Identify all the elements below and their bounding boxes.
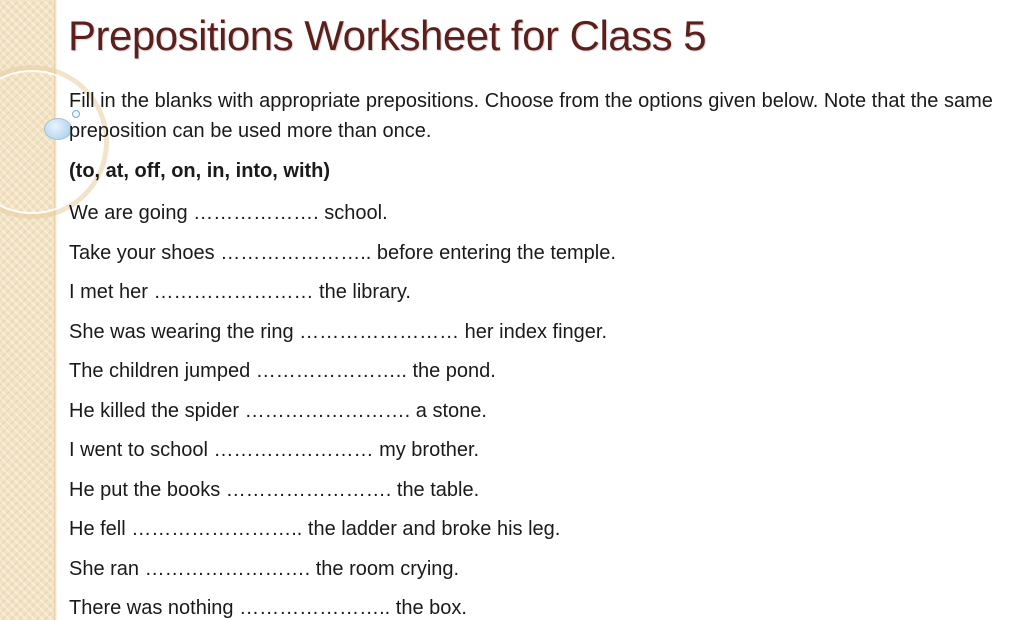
sentence-item: He fell …………………….. the ladder and broke his leg. (69, 518, 561, 540)
worksheet-title: Prepositions Worksheet for Class 5 (68, 12, 707, 59)
sentence-item: He killed the spider ……………………. a stone. (69, 399, 487, 422)
sentence-item: There was nothing ………………….. the box. (69, 597, 467, 619)
sentence-item: I met her …………………… the library. (69, 281, 411, 303)
decorative-bubble-icon (44, 118, 72, 140)
worksheet-content (69, 86, 1009, 620)
sentence-list (69, 194, 1009, 620)
sentence-item: I went to school …………………… my brother. (69, 439, 480, 461)
sentence-item: She ran ……………………. the room crying. (69, 557, 460, 580)
sentence-item: We are going ………………. school. (69, 202, 388, 224)
sentence-item: He put the books ……………………. the table. (69, 478, 480, 501)
instructions-text: Fill in the blanks with appropriate prepositions. Choose from the options given below. Note that the same preposition can be used more than once. (69, 90, 993, 142)
sentence-item: Take your shoes ………………….. before entering the temple. (69, 241, 616, 264)
sentence-item: She was wearing the ring …………………… her index finger. (69, 320, 607, 343)
preposition-options: (to, at, off, on, in, into, with) (69, 160, 331, 182)
sentence-item: The children jumped ………………….. the pond. (69, 360, 496, 382)
